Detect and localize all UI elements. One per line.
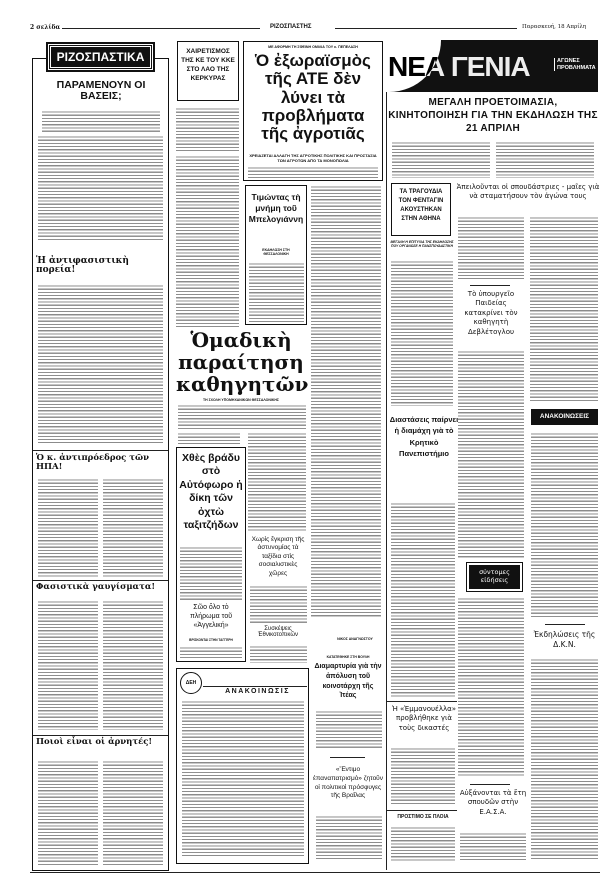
kicker: ΚΑΤΑΤΕΘΗΚΕ ΣΤΗ ΒΟΥΛΗ — [326, 655, 370, 659]
article-body — [249, 262, 304, 322]
subheadline: ΤΗ ΣΧΟΛΗ ΥΠΟΜΗΧΑΝΙΚΩΝ ΘΕΣΣΑΛΟΝΙΚΗΣ — [202, 398, 280, 402]
article-body — [391, 260, 453, 406]
article-body — [103, 600, 163, 730]
paper-name: ΡΙΖΟΣΠΑΣΤΗΣ — [270, 24, 312, 30]
headline: Τὸ ὑπουργεῖο Παιδείας κατακρίνει τὸν καθηγητὴ Δεβλέτογλου — [464, 290, 518, 336]
headline: Ἡ ἀντιφασιστικὴ πορεία! — [36, 256, 129, 276]
rizospastika-logo: ΡΙΖΟΣΠΑΣΤΙΚΑ — [48, 44, 153, 70]
article-body — [458, 216, 524, 279]
headline: Αὐξάνονται τὰ ἔτη σπουδῶν στὴν Ε.Α.Σ.Α. — [459, 789, 527, 816]
divider — [330, 757, 365, 758]
headline: ΠΡΟΣΤΙΜΟ ΣΕ ΠΛΟΙΑ — [397, 814, 449, 820]
article-body — [316, 710, 382, 750]
article-body — [103, 478, 163, 578]
kicker: ΜΕ ΑΦΟΡΜΗ ΤΗ ΣΦΕΙΝΗ ΟΜΙΛΙΑ ΤΟΥ κ. ΠΕΠΕΛΑΣΗ — [268, 45, 358, 49]
nea-genia-banner — [386, 40, 598, 92]
headline: Διαμαρτυρία γιὰ τὴν ἀπόλυση τοῦ κοινοτάρχη τῆς Ἰτέας — [314, 663, 382, 700]
headline: Χθὲς βράδυ στὸ Αὐτόφωρο ἡ δίκη τῶν ὀχτὼ ταξιτζήδων — [179, 452, 243, 532]
column-divider — [386, 40, 387, 870]
article-body — [176, 155, 239, 327]
article-body — [316, 815, 382, 859]
subheadline: ΧΡΕΙΑΖΕΤΑΙ ΑΛΛΑΓΗ ΤΗΣ ΑΓΡΟΤΙΚΗΣ ΠΟΛΙΤΙΚΗΣ ΚΑΙ ΠΡΟΣΤΑΣΙΑ ΤΩΝ ΑΓΡΟΤΩΝ ΑΠΟ ΤΑ ΜΟΝΟΠΩΛΙΑ — [249, 153, 377, 163]
article-body — [180, 646, 242, 660]
announcement-title: ΑΝΑΚΟΙΝΩΣΙΣ — [225, 688, 290, 695]
article-body — [178, 404, 306, 430]
article-body — [38, 135, 163, 241]
headline: Ὁμαδικὴ παραίτηση καθηγητῶν — [176, 328, 309, 396]
brief-news-label: σύντομες εἰδήσεις — [467, 563, 522, 591]
divider — [33, 735, 168, 736]
article-body — [248, 166, 378, 178]
announcement-body — [182, 700, 304, 858]
issue-date: Παρασκευή, 18 Απρίλη — [522, 24, 587, 30]
headline: Σῶο ὅλο τὸ πλήρωμα τοῦ «Ἀγγελική» — [189, 604, 233, 629]
divider — [33, 450, 168, 451]
divider — [470, 784, 510, 785]
divider — [62, 28, 260, 29]
headline: Χωρὶς ἔγκριση τῆς ἀστυνομίας τὰ ταξίδια στὶς σοσιαλιστικὲς χῶρες — [251, 536, 305, 577]
layout-block: ΑΓΩΝΕΣ ΠΡΟΒΛΗΜΑΤΑ — [554, 58, 597, 71]
article-body — [103, 760, 163, 866]
article-body — [391, 826, 455, 861]
divider — [387, 701, 457, 702]
article-body — [38, 478, 98, 578]
article-body — [458, 597, 524, 777]
headline: Ποιοὶ εἶναι οἱ ἀρνητές! — [36, 737, 153, 747]
subheadline: ΕΚΔΗΛΩΣΗ ΣΤΗ ΘΕΣΣΑΛΟΝΙΚΗ — [262, 248, 290, 256]
announcement-body — [531, 432, 598, 618]
headline: Ἐκδηλώσεις τῆς Δ.Κ.Ν. — [533, 630, 596, 649]
article-body — [38, 284, 163, 443]
divider — [335, 28, 517, 29]
headline: Ὁ κ. ἀντιπρόεδρος τῶν ΗΠΑ! — [36, 453, 150, 472]
headline: ΠΑΡΑΜΕΝΟΥΝ ΟΙ ΒΑΣΕΙΣ; — [56, 79, 146, 103]
article-body — [176, 107, 239, 151]
article-body — [250, 585, 307, 623]
headline: Συσκέψεις Ἐθνικοτοπικῶν — [257, 626, 299, 639]
headline: Ἡ «Ἐμμανουέλλα» προβλήθηκε γιὰ τοὺς δικαστές — [391, 705, 457, 732]
article-body — [250, 645, 307, 663]
page-number: 2 σελίδα — [30, 24, 61, 31]
divider — [387, 810, 457, 811]
article-body — [460, 832, 526, 860]
headline: Φασιστικὰ γαυγίσματα! — [36, 582, 156, 592]
divider — [33, 580, 168, 581]
subheadline: ΜΕΓΑΛΗ Η ΕΠΙΤΥΧΙΑ ΤΗΣ ΕΚΔΗΛΩΣΗΣ ΠΟΥ ΟΡΓΑΝΩΣΕ Η ΠΑΝΣΠΟΥΔΑΣΤΙΚΗ — [390, 240, 454, 248]
article-body — [458, 350, 524, 558]
article-body — [42, 110, 160, 132]
article-body — [311, 185, 381, 617]
greeting-box: ΧΑΙΡΕΤΙΣΜΟΣ ΤΗΣ ΚΕ ΤΟΥ ΚΚΕ ΣΤΟ ΛΑΟ ΤΗΣ ΚΕΡΚΥΡΑΣ — [177, 41, 239, 101]
headline: Ὁ ἐξωραϊσμὸς τῆς ΑΤΕ δὲν λύνει τὰ προβλήματα τῆς ἀγροτιᾶς — [255, 51, 371, 144]
article-body — [530, 216, 598, 402]
divider — [30, 872, 600, 873]
headline: Τιμώντας τὴ μνήμη τοῦ Μπελογιάννη — [248, 192, 304, 225]
layout-block: ΝΕΑ ΓΕΝΙΑ — [388, 51, 530, 82]
article-body — [248, 432, 306, 532]
article-body — [531, 658, 598, 861]
article-body — [391, 502, 455, 697]
announcements-label: ΑΝΑΚΟΙΝΩΣΕΙΣ — [531, 409, 598, 425]
subheadline: ΒΡΙΣΚΟΝΤΑΙ ΣΤΗΝ ΤΑΓΓΕΡΗ — [189, 638, 233, 642]
article-body — [392, 141, 490, 178]
songs-box: ΤΑ ΤΡΑΓΟΥΔΙΑ ΤΟΝ ΦΕΝΤΑΓΙΝ ΑΚΟΥΣΤΗΚΑΝ ΣΤΗΝ ΑΘΗΝΑ — [391, 183, 451, 236]
headline: «Ἔντιμο ἐπαναπατρισμὸ» ζητοῦν οἱ πολιτικοὶ πρόσφυγες τῆς Βραΐλας — [313, 766, 383, 800]
article-body — [38, 600, 98, 730]
author-signature: ΝΙΚΟΣ ΑΝΑΓΝΩΣΤΟΥ — [337, 637, 373, 641]
headline: Ἀπειλοῦνται οἱ σπουδάστριες - μαῖες γιὰ νὰ σταματήσουν τὸν ἀγώνα τους — [456, 183, 600, 201]
divider — [203, 686, 307, 687]
article-body — [38, 760, 98, 866]
headline: ΜΕΓΑΛΗ ΠΡΟΕΤΟΙΜΑΣΙΑ, ΚΙΝΗΤΟΠΟΙΗΣΗ ΓΙΑ ΤΗΝ ΕΚΔΗΛΩΣΗ ΤΗΣ 21 ΑΠΡΙΛΗ — [388, 97, 598, 134]
article-body — [180, 546, 242, 600]
divider — [545, 624, 585, 625]
article-body — [178, 432, 240, 444]
article-body — [391, 747, 455, 805]
divider — [470, 285, 510, 286]
headline: Διαστάσεις παίρνει ἡ διαμάχη γιὰ τὸ Κρητικὸ Πανεπιστήμιο — [389, 415, 459, 458]
dei-logo: ΔΕΗ — [180, 672, 202, 694]
article-body — [496, 141, 594, 178]
